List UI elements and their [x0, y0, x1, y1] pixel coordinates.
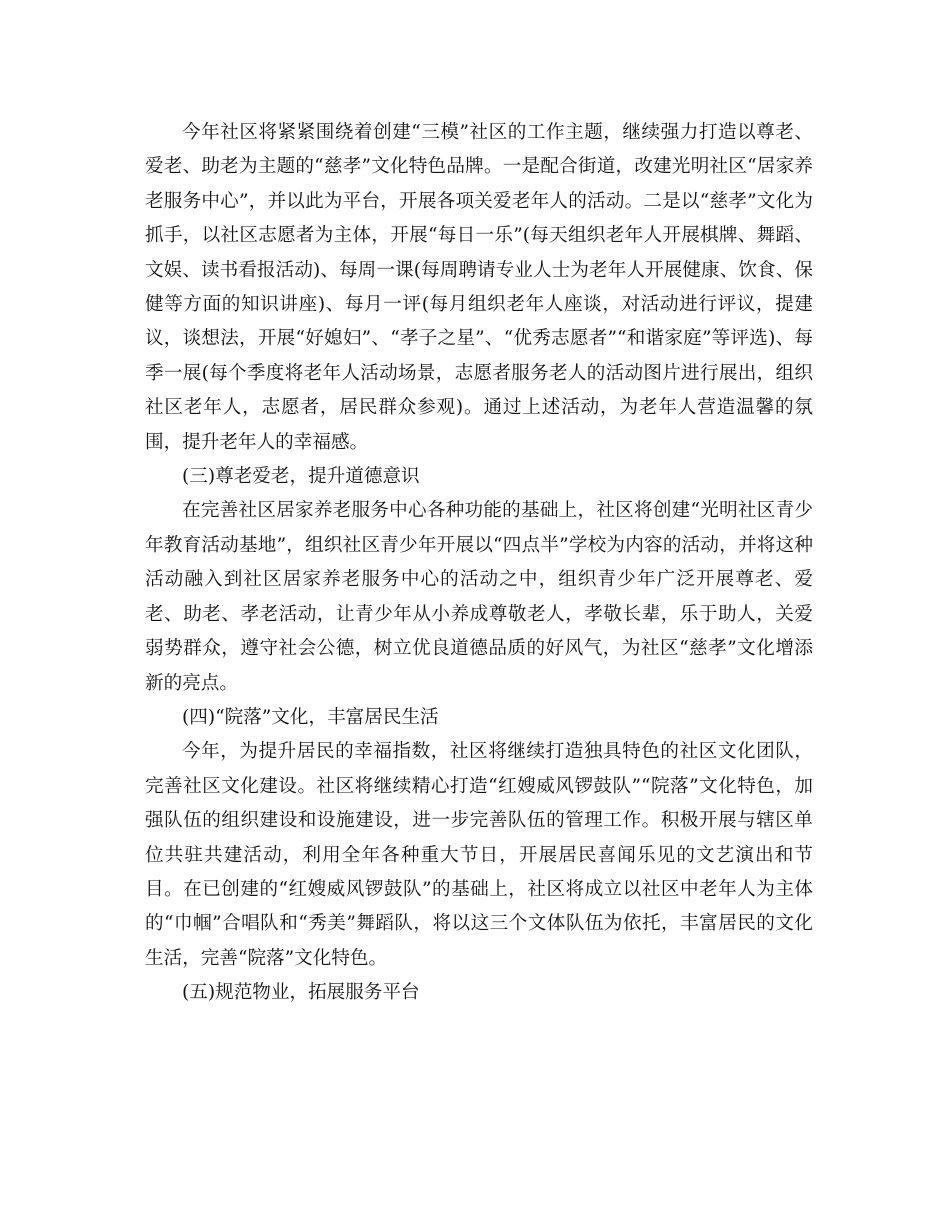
paragraph-youth-education: 在完善社区居家养老服务中心各种功能的基础上，社区将创建“光明社区青少年教育活动基地”，组织社区青少年开展以“四点半”学校为内容的活动，并将这种活动融入到社区居家养老服务中心的活动之中，组织青少年广泛开展尊老、爱老、助老、孝老活动，让青少年从小养成尊敬老人，孝敬长辈，乐于助人，关爱弱势群众，遵守社会公德，树立优良道德品质的好风气，为社区“慈孝”文化增添新的亮点。 [145, 500, 813, 694]
document-body [145, 116, 813, 1011]
paragraph-courtyard-culture: 今年，为提升居民的幸福指数，社区将继续打造独具特色的社区文化团队，完善社区文化建设。社区将继续精心打造“红嫂威风锣鼓队”“院落”文化特色，加强队伍的组织建设和设施建设，进一步完善队伍的管理工作。积极开展与辖区单位共驻共建活动，利用全年各种重大节日，开展居民喜闻乐见的文艺演出和节目。在已创建的“红嫂威风锣鼓队”的基础上，社区将成立以社区中老年人为主体的“巾帼”合唱队和“秀美”舞蹈队，将以这三个文体队伍为依托，丰富居民的文化生活，完善“院落”文化特色。 [145, 741, 813, 969]
paragraph-charity-filial-culture: 今年社区将紧紧围绕着创建“三模”社区的工作主题，继续强力打造以尊老、爱老、助老为主题的“慈孝”文化特色品牌。一是配合街道，改建光明社区“居家养老服务中心”，并以此为平台，开展各项关爱老年人的活动。二是以“慈孝”文化为抓手，以社区志愿者为主体，开展“每日一乐”(每天组织老年人开展棋牌、舞蹈、文娱、读书看报活动)、每周一课(每周聘请专业人士为老年人开展健康、饮食、保健等方面的知识讲座)、每月一评(每月组织老年人座谈，对活动进行评议，提建议，谈想法，开展“好媳妇”、“孝子之星”、“优秀志愿者”“和谐家庭”等评选)、每季一展(每个季度将老年人活动场景，志愿者服务老人的活动图片进行展出，组织社区老年人，志愿者，居民群众参观)。通过上述活动，为老年人营造温馨的氛围，提升老年人的幸福感。 [145, 122, 813, 453]
section-heading-4: (四)“院落”文化，丰富居民生活 [182, 706, 439, 728]
section-heading-5: (五)规范物业，拓展服务平台 [182, 982, 420, 1004]
section-heading-3: (三)尊老爱老，提升道德意识 [182, 466, 420, 488]
